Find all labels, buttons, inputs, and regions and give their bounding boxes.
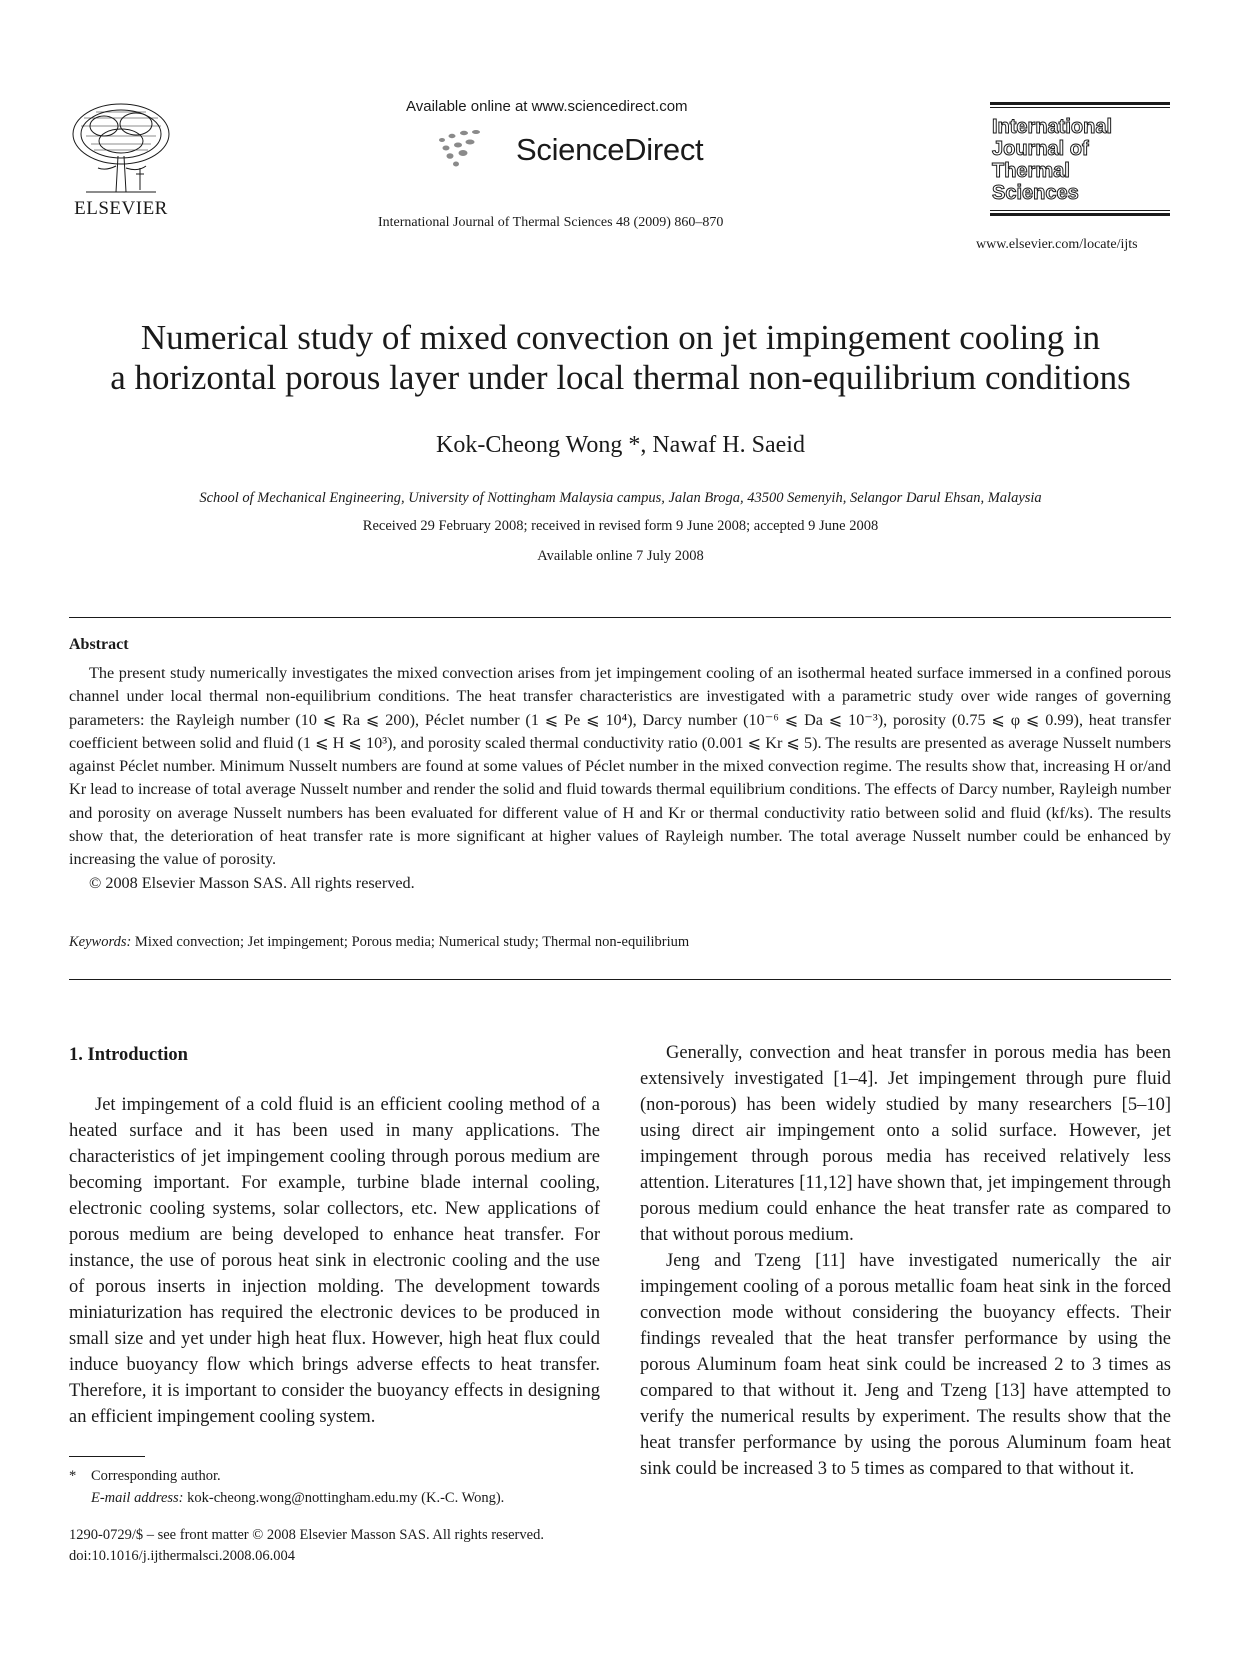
left-column xyxy=(69,1092,600,1430)
footnote-mark: * xyxy=(69,1468,77,1484)
sciencedirect-dots-icon xyxy=(436,128,496,168)
section-heading: 1. Introduction xyxy=(69,1045,188,1065)
body-paragraph: Generally, convection and heat transfer in porous media has been extensively investigated [1–4]. Jet impingement through pure fluid (non-porous) has been widely studied by many researchers [5–10] using direct air impingement onto a solid surface. However, jet impingement through porous media has received relatively less attention. Literatures [11,12] have shown that, jet impingement through porous medium could enhance the heat transfer rate as compared to that without porous medium. xyxy=(640,1043,1171,1245)
body-paragraph: Jet impingement of a cold fluid is an efficient cooling method of a heated surface and it has been used in many applications. The characteristics of jet impingement cooling through porous medium are becoming important. For example, turbine blade internal cooling, electronic cooling systems, solar collectors, etc. New applications of porous medium are being developed to enhance heat transfer. For instance, the use of porous heat sink in electronic cooling and the use of porous inserts in injection molding. The development towards miniaturization has required the electronic devices to be produced in small size and yet under high heat flux. However, high heat flux could induce buoyancy flow which brings adverse effects to heat transfer. Therefore, it is important to consider the buoyancy effects in designing an efficient impingement cooling system. xyxy=(69,1095,600,1427)
abstract-text: The present study numerically investigates the mixed convection arises from jet impingement cooling of an isothermal heated surface immersed in a confined porous channel under local thermal non-equilibrium conditions. The heat transfer characteristics are investigated with a parametric study over wide ranges of governing parameters: the Rayleigh number (10 ⩽ Ra ⩽ 200), Péclet number (1 ⩽ Pe ⩽ 10⁴), Darcy number (10⁻⁶ ⩽ Da ⩽ 10⁻³), porosity (0.75 ⩽ φ ⩽ 0.99), heat transfer coefficient between solid and fluid (1 ⩽ H ⩽ 10³), and porosity scaled thermal conductivity ratio (0.001 ⩽ Kr ⩽ 5). The results are presented as average Nusselt numbers against Péclet number. Minimum Nusselt numbers are found at some values of Péclet number in the mixed convection regime. The results show that, increasing H or/and Kr lead to increase of total average Nusselt number and render the solid and fluid towards thermal equilibrium conditions. The effects of Darcy number, Rayleigh number and porosity on average Nusselt numbers has been evaluated for different value of H and Kr or thermal conductivity ratio between solid and fluid (kf/ks). The results show that, the deterioration of heat transfer rate is more significant at higher values of Rayleigh number. The total average Nusselt number could be enhanced by increasing the value of porosity. xyxy=(69,664,1171,869)
abstract-heading: Abstract xyxy=(69,636,129,653)
journal-logo-rule xyxy=(990,102,1170,105)
keywords-list: Mixed convection; Jet impingement; Porous media; Numerical study; Thermal non-equilibrium xyxy=(134,934,690,950)
article-authors: Kok-Cheong Wong *, Nawaf H. Saeid xyxy=(436,432,805,458)
article-title-line: Numerical study of mixed convection on jet impingement cooling in xyxy=(140,318,1101,357)
journal-logo-rule xyxy=(990,107,1170,108)
footnote-rule xyxy=(69,1456,145,1457)
body-paragraph: Jeng and Tzeng [11] have investigated numerically the air impingement cooling of a porous metallic foam heat sink in the forced convection mode without considering the buoyancy effects. Their findings revealed that the heat transfer performance by using the porous Aluminum foam heat sink could be increased 2 to 3 times as compared to that without it. Jeng and Tzeng [13] have attempted to verify the numerical results by experiment. The results show that the heat transfer performance by using the porous Aluminum foam heat sink could be increased 3 to 5 times as compared to that without it. xyxy=(640,1251,1171,1479)
journal-logo-line: International xyxy=(992,116,1113,138)
abstract-copyright: © 2008 Elsevier Masson SAS. All rights reserved. xyxy=(89,873,415,892)
doi-link[interactable]: doi:10.1016/j.ijthermalsci.2008.06.004 xyxy=(69,1548,295,1564)
issn-line: 1290-0729/$ – see front matter © 2008 Elsevier Masson SAS. All rights reserved. xyxy=(69,1527,544,1543)
journal-logo xyxy=(990,100,1170,218)
journal-logo-line: Thermal xyxy=(992,160,1070,182)
keywords xyxy=(69,934,689,951)
journal-citation: International Journal of Thermal Sciences 48 (2009) 860–870 xyxy=(378,215,724,230)
footnote-corresponding: Corresponding author. xyxy=(91,1468,221,1484)
abstract-body xyxy=(69,662,1171,895)
sciencedirect-wordmark: ScienceDirect xyxy=(516,132,704,167)
footnote xyxy=(69,1465,504,1509)
front-matter xyxy=(69,1525,544,1567)
journal-logo-line: Journal of xyxy=(992,138,1089,160)
journal-logo-title xyxy=(990,110,1170,208)
article-title-line: a horizontal porous layer under local thermal non-equilibrium conditions xyxy=(110,358,1131,397)
journal-logo-rule xyxy=(990,210,1170,211)
journal-logo-rule xyxy=(990,213,1170,216)
article-title xyxy=(60,318,1181,398)
available-online-link[interactable]: Available online at www.sciencedirect.com xyxy=(406,98,688,115)
received-dates: Received 29 February 2008; received in revised form 9 June 2008; accepted 9 June 2008 xyxy=(362,518,879,534)
journal-logo-line: Sciences xyxy=(992,182,1079,204)
email-label: E-mail address: xyxy=(91,1490,184,1506)
author-email-link[interactable]: kok-cheong.wong@nottingham.edu.my (K.-C. Wong). xyxy=(187,1490,505,1506)
abstract-bottom-rule xyxy=(69,979,1171,980)
right-column xyxy=(640,1040,1171,1482)
abstract-top-rule xyxy=(69,617,1171,618)
keywords-label: Keywords: xyxy=(69,934,132,950)
publisher-name: ELSEVIER xyxy=(74,198,168,219)
author-affiliation: School of Mechanical Engineering, University of Nottingham Malaysia campus, Jalan Broga, 43500 Semenyih, Selangor Darul Ehsan, Malaysia xyxy=(199,490,1042,506)
online-date: Available online 7 July 2008 xyxy=(537,548,704,564)
journal-url-link[interactable]: www.elsevier.com/locate/ijts xyxy=(976,237,1138,252)
